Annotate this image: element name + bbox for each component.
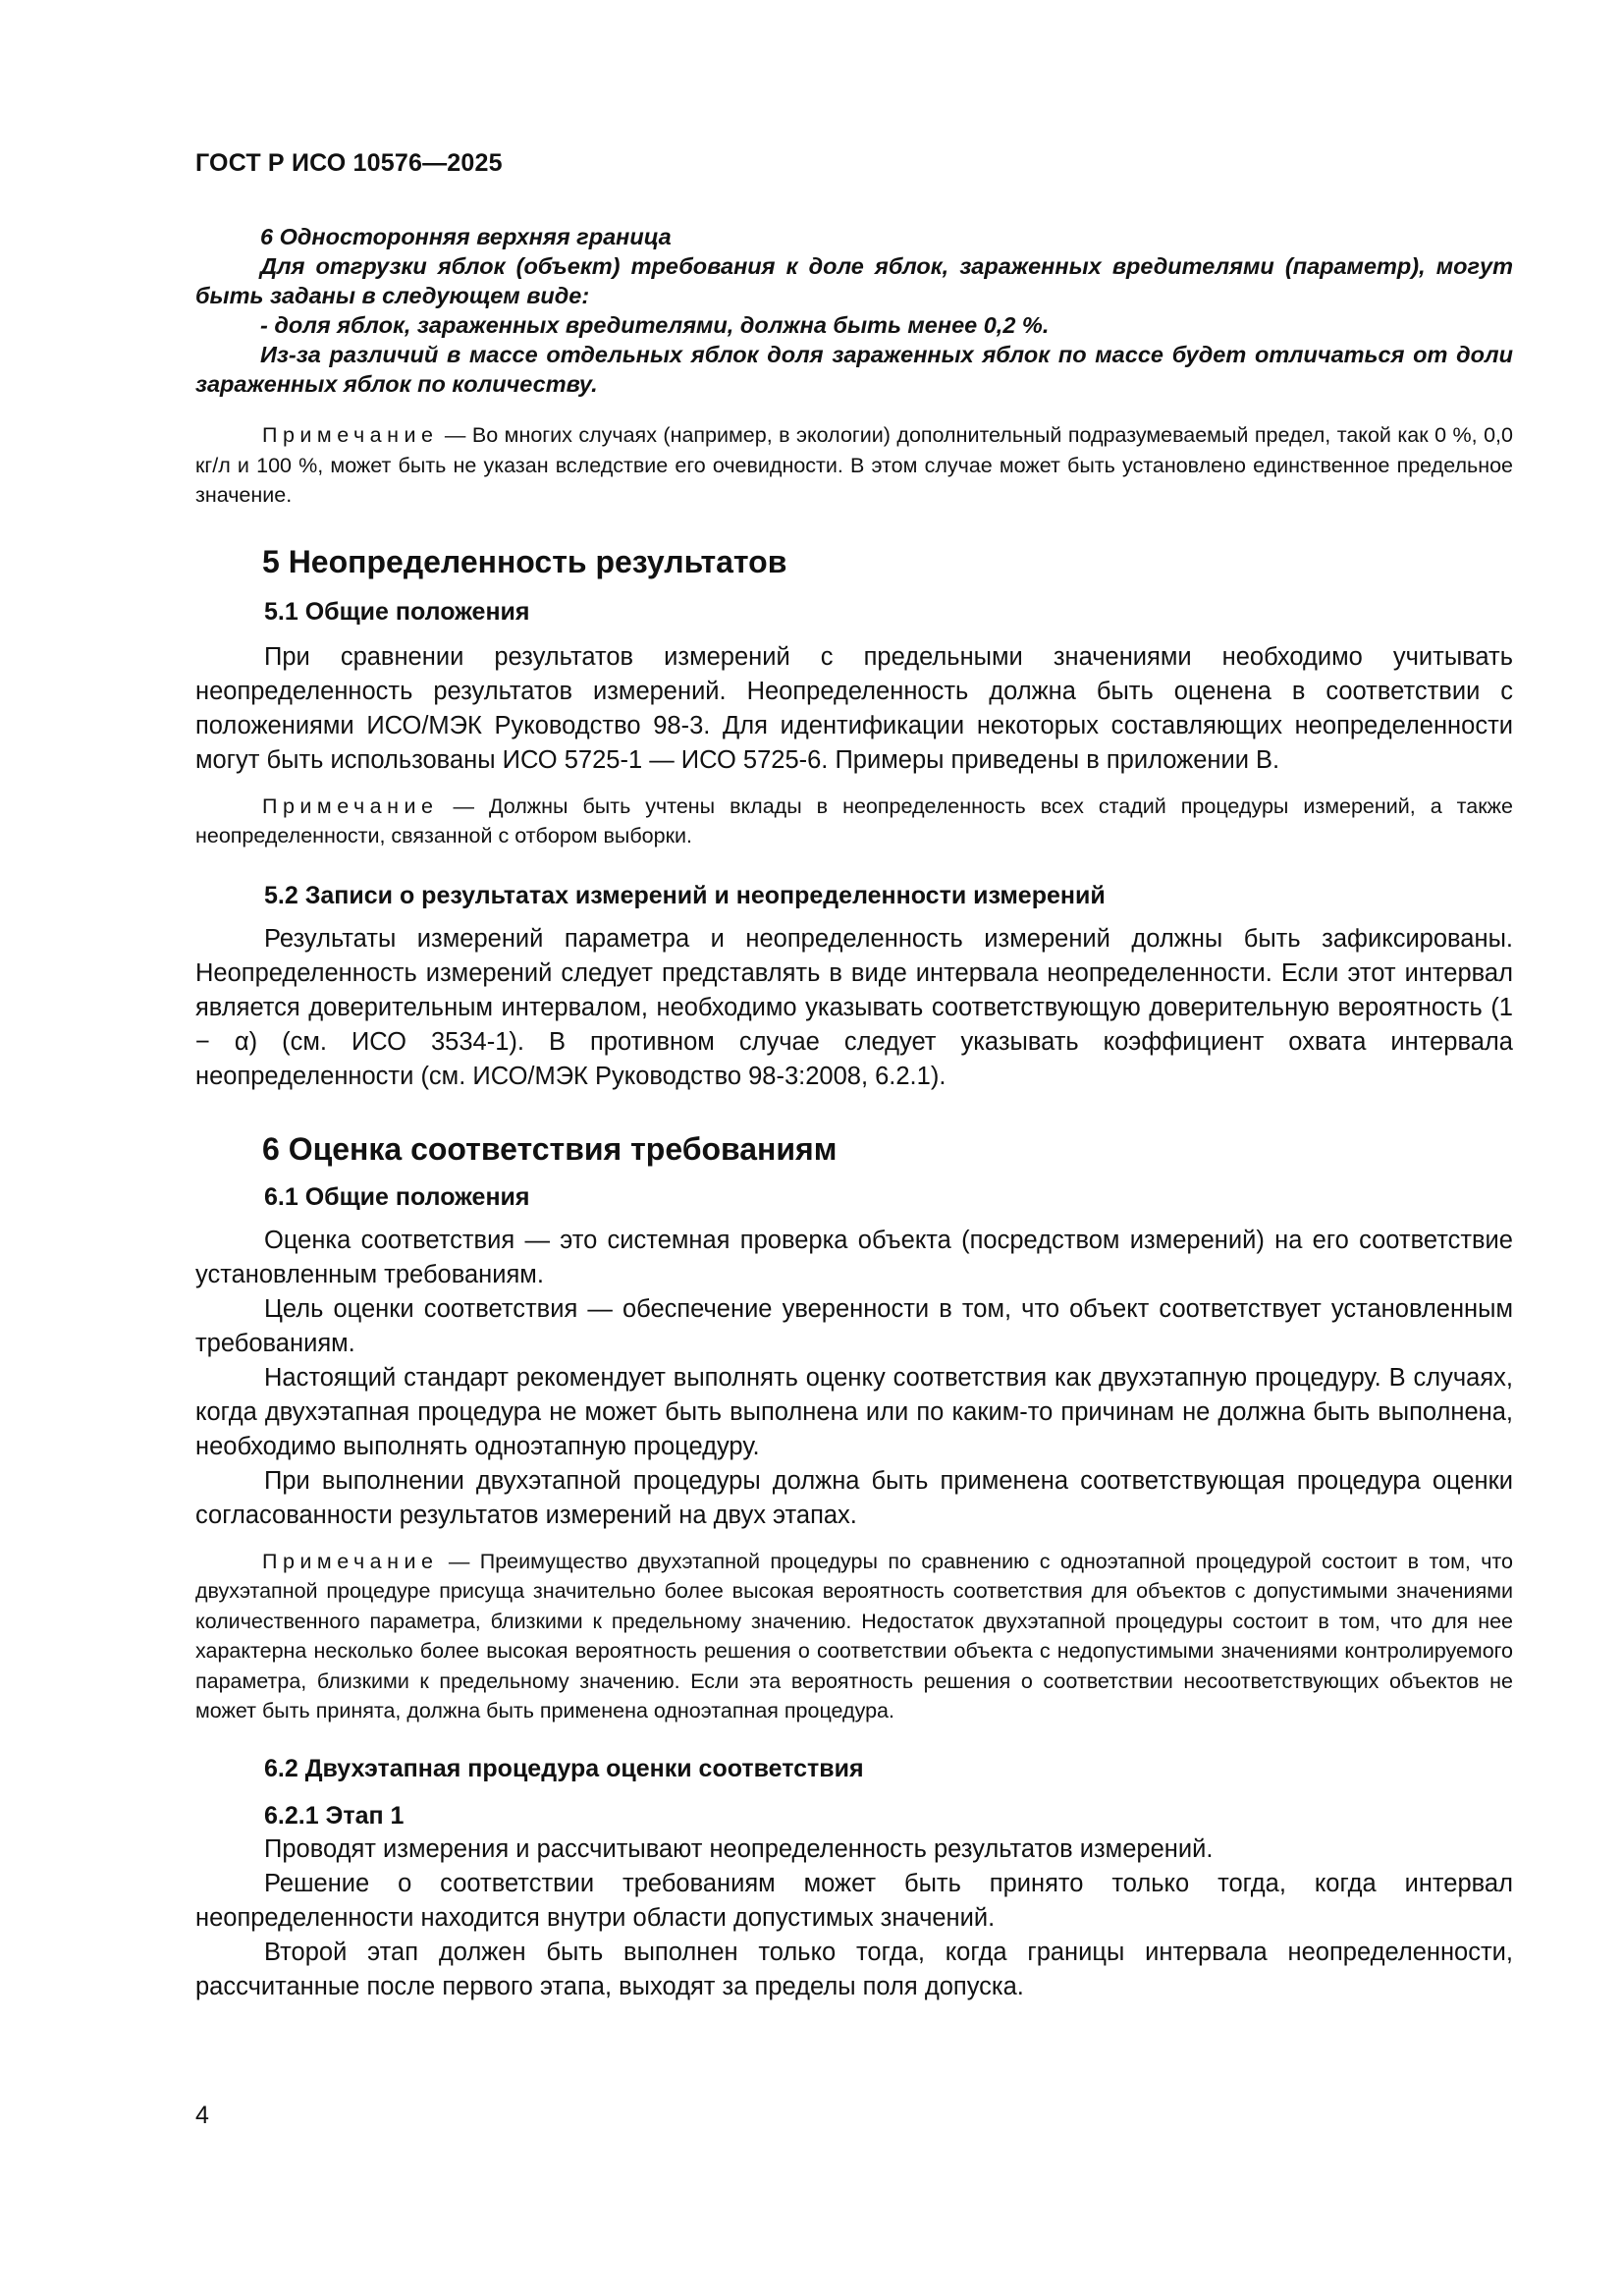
- section-6-2-1-title: 6.2.1 Этап 1: [264, 1801, 405, 1830]
- section-5-2-title: 5.2 Записи о результатах измерений и неопределенности измерений: [264, 881, 1106, 909]
- section-6-2-1-paragraph-2: Решение о соответствии требованиям может быть принято только тогда, когда интервал неопределенности находится внутри области допустимых значений.: [195, 1869, 1513, 1932]
- note-label: Примечание: [262, 423, 439, 447]
- section-6-1-title: 6.1 Общие положения: [264, 1182, 530, 1211]
- section-6-2-1-paragraph-3: Второй этап должен быть выполнен только тогда, когда границы интервала неопределенности, рассчитанные после первого этапа, выходят за пределы поля допуска.: [195, 1938, 1513, 2000]
- note-label: Примечание: [262, 1549, 439, 1573]
- section-5-2-paragraph: Результаты измерений параметра и неопределенность измерений должны быть зафиксированы. Неопределенность измерений следует представлять в виде интервала неопределенности. Если этот интервал является доверительным интервалом, необходимо указывать соответствующую доверительную вероятность (1 − α) (см. ИСО 3534-1). В противном случае следует указывать коэффициент охвата интервала неопределенности (см. ИСО/МЭК Руководство 98-3:2008, 6.2.1).: [195, 924, 1513, 1090]
- note-3-text: — Преимущество двухэтапной процедуры по сравнению с одноэтапной процедурой состоит в том, что двухэтапной процедуре присуща значительно более высокая вероятность соответствия для объектов с допустимыми значениями количественного параметра, близкими к предельному значению. Недостаток двухэтапной процедуры состоит в том, что для нее характерна несколько более высокая вероятность решения о соответствии объекта с недопустимыми значениями контролируемого параметра, близкими к предельному значению. Если эта вероятность решения о соответствии несоответствующих объектов не может быть принята, должна быть применена одноэтапная процедура.: [195, 1549, 1513, 1722]
- section-5-title: 5 Неопределенность результатов: [262, 543, 787, 579]
- document-header: ГОСТ Р ИСО 10576—2025: [195, 149, 503, 177]
- example-heading: 6 Односторонняя верхняя граница: [260, 224, 672, 249]
- section-5-1-title: 5.1 Общие положения: [264, 597, 530, 626]
- example-block: [195, 222, 1513, 399]
- note-2-text: — Должны быть учтены вклады в неопределенность всех стадий процедуры измерений, а также неопределенности, связанной с отбором выборки.: [195, 793, 1513, 847]
- note-1-text: — Во многих случаях (например, в экологии) дополнительный подразумеваемый предел, такой как 0 %, 0,0 кг/л и 100 %, может быть не указан вследствие его очевидности. В этом случае может быть установлено единственное предельное значение.: [195, 423, 1513, 507]
- section-6-title: 6 Оценка соответствия требованиям: [262, 1130, 838, 1167]
- section-6-2-title: 6.2 Двухэтапная процедура оценки соответствия: [264, 1754, 864, 1782]
- section-6-1-paragraph-2: Цель оценки соответствия — обеспечение уверенности в том, что объект соответствует установленным требованиям.: [195, 1294, 1513, 1357]
- section-6-1-paragraph-1: Оценка соответствия — это системная проверка объекта (посредством измерений) на его соответствие установленным требованиям.: [195, 1226, 1513, 1288]
- note-2: [195, 792, 1513, 851]
- note-3: [195, 1547, 1513, 1726]
- page-content: [195, 222, 1513, 2004]
- section-6-2-1-paragraph-1: Проводят измерения и рассчитывают неопределенность результатов измерений.: [264, 1834, 1214, 1863]
- example-line-3: Из-за различий в массе отдельных яблок доля зараженных яблок по массе будет отличаться от доли зараженных яблок по количеству.: [195, 342, 1513, 397]
- section-6-1-paragraph-4: При выполнении двухэтапной процедуры должна быть применена соответствующая процедура оценки согласованности результатов измерений на двух этапах.: [195, 1466, 1513, 1529]
- section-5-1-paragraph: При сравнении результатов измерений с предельными значениями необходимо учитывать неопределенность результатов измерений. Неопределенность должна быть оценена в соответствии с положениями ИСО/МЭК Руководство 98-3. Для идентификации некоторых составляющих неопределенности могут быть использованы ИСО 5725-1 — ИСО 5725-6. Примеры приведены в приложении В.: [195, 642, 1513, 774]
- page-number: 4: [195, 2102, 209, 2129]
- note-label: Примечание: [262, 793, 439, 818]
- example-line-1: Для отгрузки яблок (объект) требования к доле яблок, зараженных вредителями (параметр), могут быть заданы в следующем виде:: [195, 253, 1513, 308]
- note-1: [195, 420, 1513, 511]
- example-line-2: - доля яблок, зараженных вредителями, должна быть менее 0,2 %.: [260, 312, 1050, 338]
- section-6-1-paragraph-3: Настоящий стандарт рекомендует выполнять оценку соответствия как двухэтапную процедуру. В случаях, когда двухэтапная процедура не может быть выполнена или по каким-то причинам не должна быть выполнена, необходимо выполнять одноэтапную процедуру.: [195, 1363, 1513, 1460]
